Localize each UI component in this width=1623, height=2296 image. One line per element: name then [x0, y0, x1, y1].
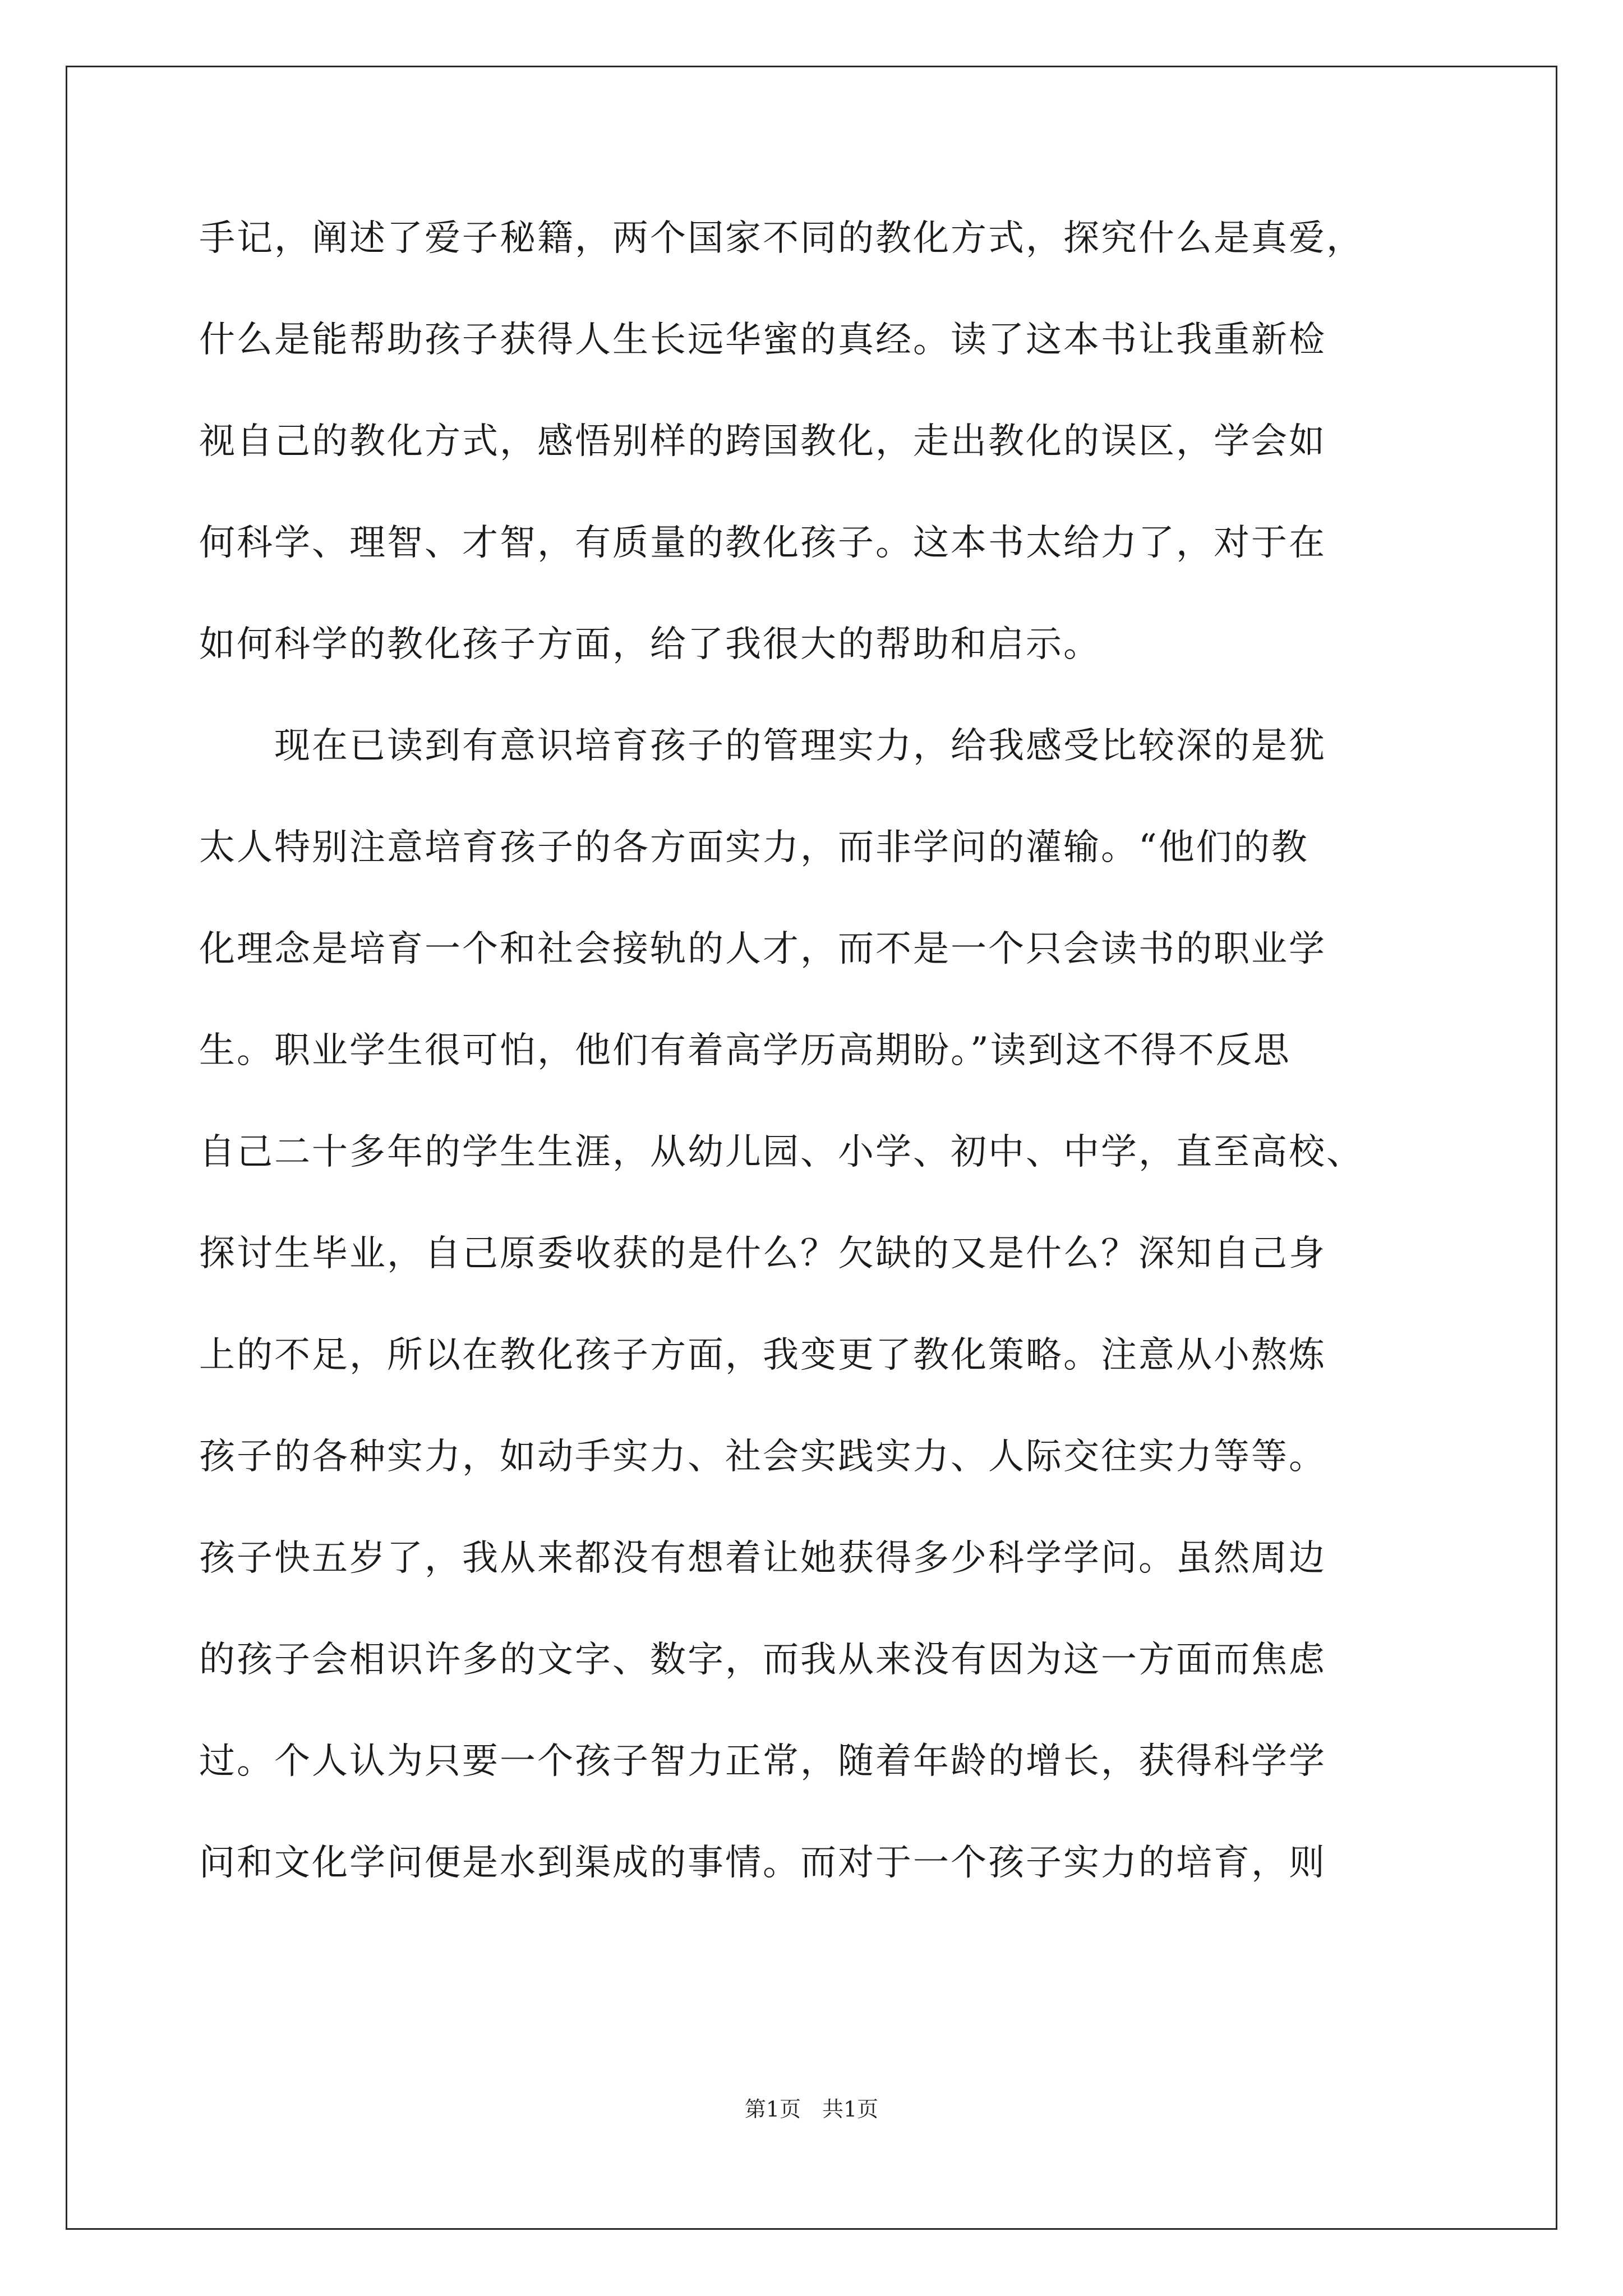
text-line: 视自己的教化方式，感悟别样的跨国教化，走出教化的误区，学会如 [199, 421, 1326, 462]
text-line: 孩子快五岁了，我从来都没有想着让她获得多少科学学问。虽然周边 [199, 1538, 1326, 1579]
text-line: 问和文化学问便是水到渠成的事情。而对于一个孩子实力的培育，则 [199, 1842, 1326, 1884]
text-line: 如何科学的教化孩子方面，给了我很大的帮助和启示。 [199, 624, 1101, 665]
text-line: 过。个人认为只要一个孩子智力正常，随着年龄的增长，获得科学学 [199, 1741, 1326, 1782]
text-line: 手记，阐述了爱子秘籍，两个国家不同的教化方式，探究什么是真爱， [199, 218, 1364, 259]
text-line: 现在已读到有意识培育孩子的管理实力，给我感受比较深的是犹 [199, 725, 1326, 767]
text-line: 化理念是培育一个和社会接轨的人才，而不是一个只会读书的职业学 [199, 928, 1326, 970]
text-line: 自己二十多年的学生生涯，从幼儿园、小学、初中、中学，直至高校、 [199, 1131, 1364, 1173]
text-line: 上的不足，所以在教化孩子方面，我变更了教化策略。注意从小熬炼 [199, 1335, 1326, 1376]
text-line: 的孩子会相识许多的文字、数字，而我从来没有因为这一方面而焦虑 [199, 1639, 1326, 1681]
text-line: 探讨生毕业，自己原委收获的是什么？欠缺的又是什么？深知自己身 [199, 1233, 1326, 1274]
page-number-footer: 第1页 共1页 [744, 2097, 879, 2122]
text-line: 生。职业学生很可怕，他们有着高学历高期盼。”读到这不得不反思 [199, 1030, 1291, 1071]
text-line: 孩子的各种实力，如动手实力、社会实践实力、人际交往实力等等。 [199, 1436, 1326, 1478]
text-line: 什么是能帮助孩子获得人生长远华蜜的真经。读了这本书让我重新检 [199, 319, 1326, 361]
text-line: 何科学、理智、才智，有质量的教化孩子。这本书太给力了，对于在 [199, 522, 1326, 564]
text-line: 太人特别注意培育孩子的各方面实力，而非学问的灌输。“他们的教 [199, 827, 1309, 868]
